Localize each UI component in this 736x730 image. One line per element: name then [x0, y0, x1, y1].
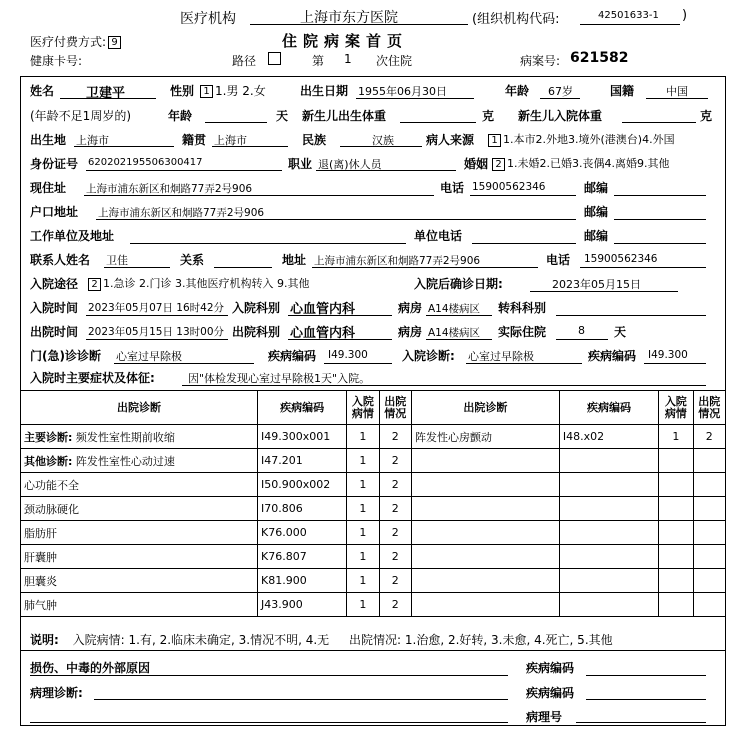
diagnosis2-cell	[411, 473, 559, 497]
table-row	[21, 521, 726, 545]
marriage-label: 婚姻	[464, 157, 489, 171]
sex-label: 性别	[170, 84, 195, 98]
code-cell: I47.201	[258, 449, 347, 473]
newborn-weight-label: 新生儿出生体重	[302, 109, 387, 123]
newborn-weight-underline	[400, 122, 476, 123]
route-value: 2	[88, 278, 101, 291]
org-code-label: (组织机构代码:	[472, 12, 560, 27]
case-no-label: 病案号:	[520, 54, 561, 68]
org-code: 42501633-1	[598, 10, 659, 21]
code-cell: K81.900	[258, 569, 347, 593]
zip3-underline	[614, 243, 706, 244]
pay-method	[30, 33, 123, 50]
zip2-label: 邮编	[584, 205, 609, 219]
phone: 15900562346	[472, 181, 546, 193]
out-time-underline	[86, 339, 228, 340]
sex-value: 1	[200, 85, 213, 98]
name-underline	[60, 98, 156, 99]
out-dept-underline	[288, 339, 392, 340]
out2-cell	[693, 569, 725, 593]
symptom-label: 入院时主要症状及体征:	[30, 371, 155, 385]
in2-cell	[659, 521, 693, 545]
in2-cell	[659, 449, 693, 473]
out-cell: 2	[379, 593, 411, 617]
ward-label: 病房	[398, 301, 423, 315]
infant-note: (年龄不足1周岁的)	[30, 109, 131, 123]
adm-code: I49.300	[648, 349, 688, 361]
diagnosis2-cell	[411, 569, 559, 593]
er-code-label: 疾病编码	[268, 349, 317, 363]
table-row	[21, 497, 726, 521]
contact-addr: 上海市浦东新区和炯路77弄2号906	[314, 255, 481, 267]
in-dept-underline	[288, 315, 392, 316]
birthplace: 上海市	[76, 134, 109, 147]
in-time: 2023年05月07日 16时42分	[88, 302, 225, 314]
adm-code-label: 疾病编码	[588, 349, 637, 363]
in-cell: 1	[347, 593, 379, 617]
in-cell: 1	[347, 545, 379, 569]
confirm-date: 2023年05月15日	[552, 278, 641, 291]
work-label: 工作单位及地址	[30, 229, 115, 243]
in2-cell	[659, 569, 693, 593]
newborn-adm-weight-underline	[622, 122, 696, 123]
out-dept: 心血管内科	[290, 326, 356, 341]
pathway-checkbox[interactable]	[268, 52, 281, 65]
contact-phone-label: 电话	[546, 253, 571, 267]
dob: 1955年06月30日	[358, 85, 447, 98]
route-options: 1.急诊 2.门诊 3.其他医疗机构转入 9.其他	[103, 277, 310, 290]
phone-label: 电话	[440, 181, 465, 195]
page-title: 住院病案首页	[282, 32, 409, 50]
source-field	[486, 131, 675, 147]
injury-label: 损伤、中毒的外部原因	[30, 661, 151, 675]
er-code: I49.300	[328, 349, 368, 361]
age-underline	[540, 98, 580, 99]
nth-suffix: 次住院	[376, 54, 413, 68]
days-label: 实际住院	[498, 325, 547, 339]
relation-underline	[214, 267, 272, 268]
diagnosis2-cell	[411, 521, 559, 545]
diagnosis: 频发性室性期前收缩	[75, 430, 175, 444]
table-row	[21, 593, 726, 617]
col-header: 出院情况	[379, 391, 411, 425]
contact-addr-underline	[312, 267, 538, 268]
age: 67岁	[548, 85, 573, 98]
hospital-name: 上海市东方医院	[300, 10, 398, 26]
name-label: 姓名	[30, 84, 55, 98]
out-dept-label: 出院科别	[232, 325, 281, 339]
row-label: 其他诊断:	[24, 454, 73, 468]
ethnic: 汉族	[372, 134, 394, 147]
hukou-underline	[96, 219, 576, 220]
pathology-code-underline	[586, 699, 706, 700]
discharge-diagnosis-table	[20, 390, 726, 617]
code2-cell	[559, 497, 658, 521]
nth-value: 1	[344, 52, 352, 66]
address-label: 现住址	[30, 181, 67, 195]
in2-cell	[659, 545, 693, 569]
in2-cell	[659, 593, 693, 617]
out2-cell	[693, 545, 725, 569]
age-label: 年龄	[505, 84, 530, 98]
in-cell: 1	[347, 497, 379, 521]
pay-label: 医疗付费方式:	[30, 35, 107, 49]
nationality: 中国	[666, 85, 688, 98]
diagnosis-cell: 心功能不全	[21, 473, 258, 497]
hukou-label: 户口地址	[30, 205, 79, 219]
in-dept: 心血管内科	[290, 302, 356, 317]
confirm-label: 入院后确诊日期:	[414, 277, 503, 291]
address-underline	[84, 195, 434, 196]
code-cell: K76.000	[258, 521, 347, 545]
out-cell: 2	[379, 425, 411, 449]
phone-underline	[470, 195, 576, 196]
er-code-underline	[324, 363, 392, 364]
case-no: 621582	[570, 50, 629, 66]
code2-cell	[559, 545, 658, 569]
out-cell: 2	[379, 473, 411, 497]
in-cell: 1	[347, 569, 379, 593]
in2-cell	[659, 497, 693, 521]
source-value: 1	[488, 134, 501, 147]
ethnic-underline	[340, 146, 422, 147]
injury-code-underline	[586, 675, 706, 676]
zip-label: 邮编	[584, 181, 609, 195]
diagnosis-cell: 肺气肿	[21, 593, 258, 617]
out-cell: 2	[379, 449, 411, 473]
code-cell: I50.900x002	[258, 473, 347, 497]
table-row	[21, 425, 726, 449]
diagnosis-cell: 脂肪肝	[21, 521, 258, 545]
pathway-label: 路径	[232, 54, 257, 68]
ward2-label: 病房	[398, 325, 423, 339]
route-label: 入院途径	[30, 277, 79, 291]
note-out: 出院情况: 1.治愈, 2.好转, 3.未愈, 4.死亡, 5.其他	[349, 633, 613, 647]
gram2: 克	[700, 109, 713, 123]
org-code-close: )	[682, 8, 688, 23]
code-cell: J43.900	[258, 593, 347, 617]
newborn-adm-weight-label: 新生儿入院体重	[518, 109, 603, 123]
out-time: 2023年05月15日 13时00分	[88, 326, 225, 338]
er-diag-label: 门(急)诊诊断	[30, 349, 101, 363]
sex-options: 1.男 2.女	[215, 84, 266, 98]
in-time-label: 入院时间	[30, 301, 79, 315]
table-row	[21, 449, 726, 473]
er-diag: 心室过早除极	[116, 350, 182, 363]
job-underline	[316, 170, 456, 171]
out-cell: 2	[379, 521, 411, 545]
marriage-value: 2	[492, 158, 505, 171]
contact-phone: 15900562346	[584, 253, 658, 265]
route-field	[86, 275, 309, 291]
pathology-line2	[30, 722, 508, 723]
out2-cell: 2	[693, 425, 725, 449]
in-cell: 1	[347, 473, 379, 497]
out-ward: A14楼病区	[428, 327, 481, 339]
dob-underline	[356, 98, 474, 99]
adm-diag-label: 入院诊断:	[402, 349, 455, 363]
symptom-underline	[182, 385, 706, 386]
work-phone-label: 单位电话	[414, 229, 463, 243]
col-header: 出院诊断	[411, 391, 559, 425]
er-diag-underline	[114, 363, 254, 364]
diagnosis2-cell: 阵发性心房颤动	[411, 425, 559, 449]
table-row	[21, 473, 726, 497]
out2-cell	[693, 593, 725, 617]
col-header: 疾病编码	[258, 391, 347, 425]
diagnosis-cell: 胆囊炎	[21, 569, 258, 593]
note	[30, 631, 613, 648]
col-header: 疾病编码	[559, 391, 658, 425]
job: 退(离)休人员	[318, 158, 382, 171]
native-label: 籍贯	[182, 133, 207, 147]
out2-cell	[693, 473, 725, 497]
confirm-underline	[530, 291, 678, 292]
code2-cell	[559, 569, 658, 593]
in-cell: 1	[347, 449, 379, 473]
transfer-underline	[556, 315, 706, 316]
code-cell: I70.806	[258, 497, 347, 521]
work-underline	[130, 243, 406, 244]
infant-age-label: 年龄	[168, 109, 193, 123]
out2-cell	[693, 497, 725, 521]
marriage-field	[490, 155, 669, 171]
sex-field	[198, 82, 266, 99]
source-label: 病人来源	[426, 133, 475, 147]
days-underline	[556, 339, 608, 340]
in-time-underline	[86, 315, 228, 316]
out-cell: 2	[379, 545, 411, 569]
org-label: 医疗机构	[180, 11, 236, 27]
marriage-options: 1.未婚2.已婚3.丧偶4.离婚9.其他	[507, 157, 670, 170]
org-code-underline	[580, 24, 680, 25]
footer-divider	[20, 650, 726, 651]
col-header: 出院情况	[693, 391, 725, 425]
hukou: 上海市浦东新区和炯路77弄2号906	[98, 207, 265, 219]
ethnic-label: 民族	[302, 133, 327, 147]
col-header: 入院病情	[347, 391, 379, 425]
address: 上海市浦东新区和炯路77弄2号906	[86, 183, 253, 195]
injury-code-label: 疾病编码	[526, 661, 575, 675]
col-header: 入院病情	[659, 391, 693, 425]
work-phone-underline	[472, 243, 576, 244]
relation-label: 关系	[180, 253, 205, 267]
diagnosis-cell: 肝囊肿	[21, 545, 258, 569]
in-ward-underline	[426, 315, 492, 316]
out-time-label: 出院时间	[30, 325, 79, 339]
contact-label: 联系人姓名	[30, 253, 91, 267]
contact-name: 卫佳	[106, 254, 128, 267]
id-label: 身份证号	[30, 157, 79, 171]
diagnosis-cell	[21, 425, 258, 449]
diagnosis2-cell	[411, 593, 559, 617]
in2-cell: 1	[659, 425, 693, 449]
hospital-underline	[250, 24, 468, 25]
adm-diag-underline	[466, 363, 582, 364]
table-row	[21, 569, 726, 593]
injury-underline	[30, 675, 508, 676]
zip3-label: 邮编	[584, 229, 609, 243]
contact-phone-underline	[580, 267, 706, 268]
patient-name: 卫建平	[86, 86, 126, 101]
in-dept-label: 入院科别	[232, 301, 281, 315]
in-cell: 1	[347, 521, 379, 545]
zip2-underline	[614, 219, 706, 220]
in2-cell	[659, 473, 693, 497]
diagnosis2-cell	[411, 449, 559, 473]
diagnosis: 阵发性室性心动过速	[75, 454, 175, 468]
in-ward: A14楼病区	[428, 303, 481, 315]
symptom: 因"体检发现心室过早除极1天"入院。	[188, 372, 371, 385]
table-header-row	[21, 391, 726, 425]
adm-diag: 心室过早除极	[468, 350, 534, 363]
pay-value: 9	[108, 36, 121, 49]
infant-age-underline	[205, 122, 267, 123]
birthplace-label: 出生地	[30, 133, 67, 147]
native: 上海市	[214, 134, 247, 147]
adm-code-underline	[644, 363, 706, 364]
code2-cell	[559, 473, 658, 497]
pathology-code-label: 疾病编码	[526, 686, 575, 700]
days-unit: 天	[614, 325, 627, 339]
day-label: 天	[276, 109, 289, 123]
native-underline	[212, 146, 288, 147]
path-no-underline	[576, 722, 706, 723]
note-in: 入院病情: 1.有, 2.临床未确定, 3.情况不明, 4.无	[72, 633, 330, 647]
out-cell: 2	[379, 569, 411, 593]
gram1: 克	[482, 109, 495, 123]
birthplace-underline	[74, 146, 174, 147]
nth-label: 第	[312, 54, 325, 68]
transfer-label: 转科科别	[498, 301, 547, 315]
job-label: 职业	[288, 157, 313, 171]
contact-addr-label: 地址	[282, 253, 307, 267]
out2-cell	[693, 521, 725, 545]
id-underline	[86, 170, 282, 171]
code2-cell	[559, 449, 658, 473]
pathology-underline	[94, 699, 508, 700]
out-cell: 2	[379, 497, 411, 521]
code2-cell	[559, 593, 658, 617]
table-row	[21, 545, 726, 569]
nationality-label: 国籍	[610, 84, 635, 98]
nationality-underline	[646, 98, 708, 99]
diagnosis-cell: 颈动脉硬化	[21, 497, 258, 521]
diagnosis2-cell	[411, 497, 559, 521]
source-options: 1.本市2.外地3.境外(港澳台)4.外国	[503, 133, 675, 146]
in-cell: 1	[347, 425, 379, 449]
contact-underline	[104, 267, 170, 268]
days: 8	[578, 324, 585, 337]
row-label: 主要诊断:	[24, 430, 73, 444]
pathology-label: 病理诊断:	[30, 686, 83, 700]
code2-cell	[559, 521, 658, 545]
id-number: 620202195506300417	[88, 157, 203, 168]
note-label: 说明:	[30, 633, 59, 647]
code2-cell: I48.x02	[559, 425, 658, 449]
code-cell: I49.300x001	[258, 425, 347, 449]
col-header: 出院诊断	[21, 391, 258, 425]
out2-cell	[693, 449, 725, 473]
path-no-label: 病理号	[526, 710, 563, 724]
health-card-label: 健康卡号:	[30, 54, 83, 68]
code-cell: K76.807	[258, 545, 347, 569]
out-ward-underline	[426, 339, 492, 340]
diagnosis-cell	[21, 449, 258, 473]
dob-label: 出生日期	[300, 84, 349, 98]
diagnosis2-cell	[411, 545, 559, 569]
zip-underline	[614, 195, 706, 196]
